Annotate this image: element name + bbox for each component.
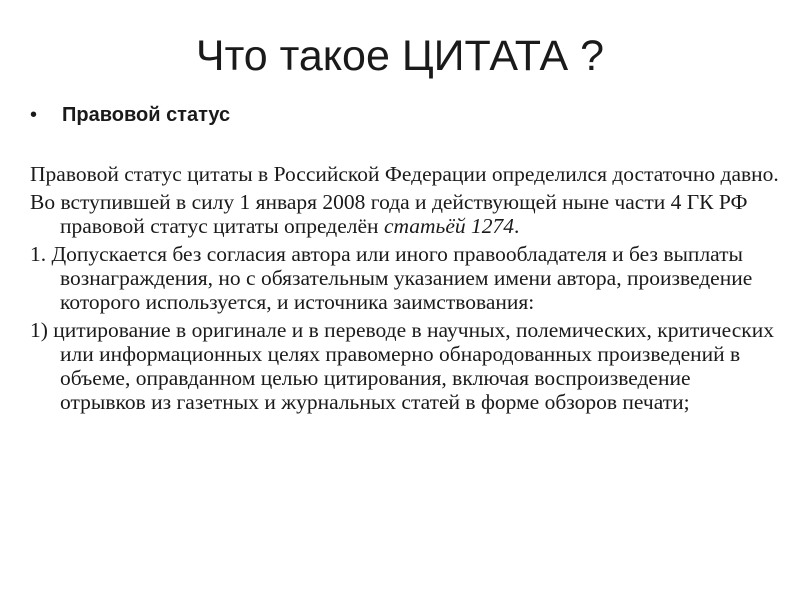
slide-title: Что такое ЦИТАТА ? bbox=[195, 32, 605, 80]
bullet-item bbox=[30, 100, 230, 130]
paragraph-intro: Правовой статус цитаты в Российской Федерации определился достаточно давно. bbox=[30, 162, 779, 186]
paragraph-law-text: Во вступившей в силу 1 января 2008 года и действующей ныне части 4 ГК РФ правовой статус цитаты определён bbox=[30, 190, 748, 238]
section-heading: Правовой статус bbox=[62, 104, 231, 126]
article-reference: статьёй 1274 bbox=[383, 214, 514, 238]
paragraph-clause-1: 1. Допускается без согласия автора или иного правообладателя и без выплаты вознаграждения, но с обязательным указанием имени автора, произведение которого используется, и источника заимствования: bbox=[30, 242, 753, 314]
paragraph-subclause-1: 1) цитирование в оригинале и в переводе в научных, полемических, критических или информационных целях правомерно обнародованных произведений в объеме, оправданном целью цитирования, включая воспроизведение отрывков из газетных и журнальных статей в форме обзоров печати; bbox=[30, 318, 774, 414]
paragraph-law bbox=[30, 190, 780, 238]
paragraph-law-end: . bbox=[514, 214, 520, 238]
body-text bbox=[30, 162, 780, 418]
bullet-icon: • bbox=[30, 104, 38, 126]
